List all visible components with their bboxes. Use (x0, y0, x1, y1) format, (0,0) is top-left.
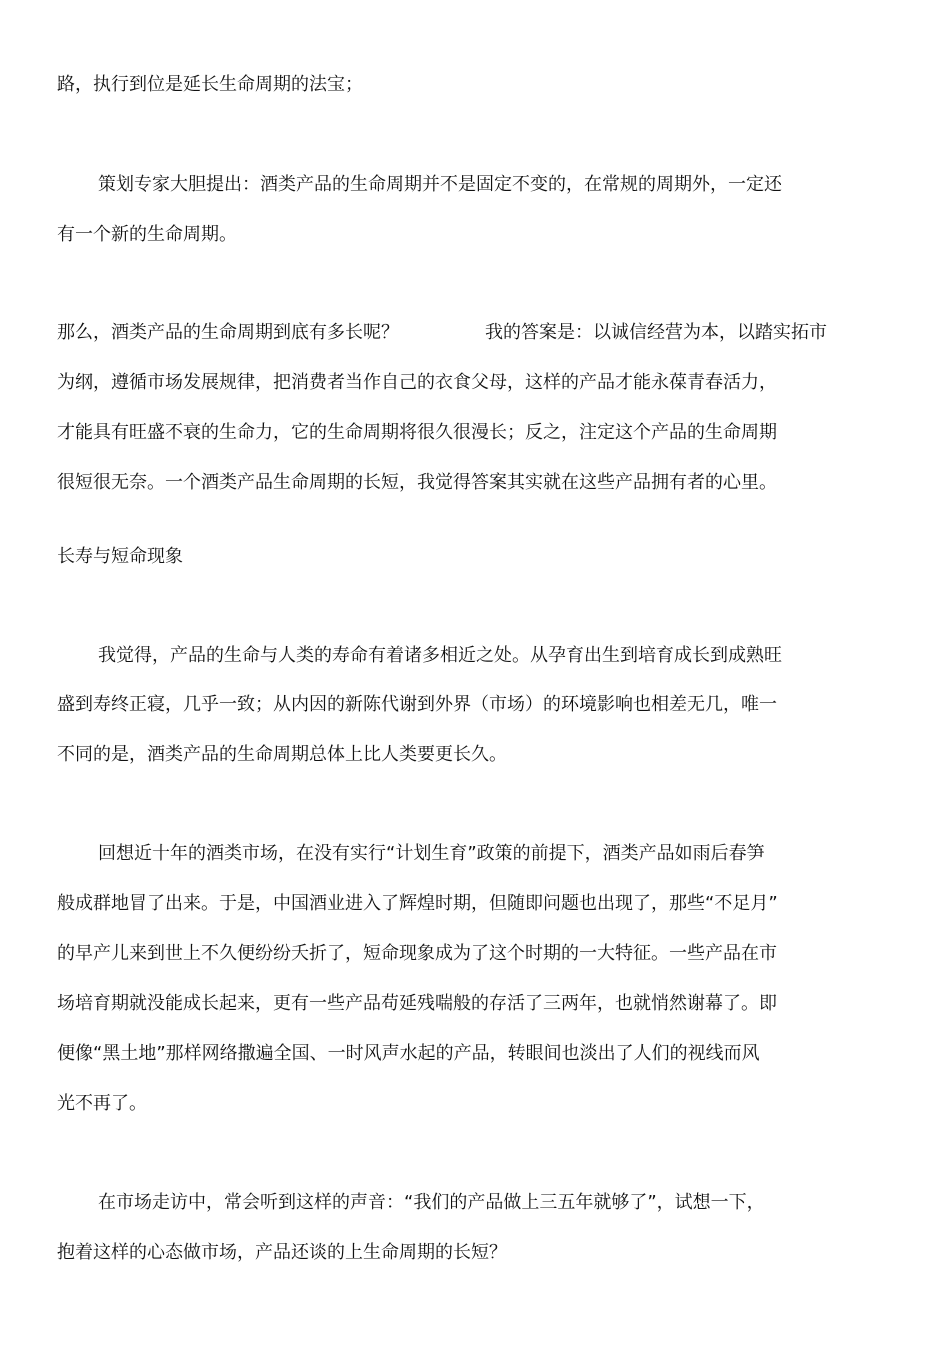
answer-text: 我的答案是：以诚信经营为本，以踏实拓市 (485, 322, 827, 343)
paragraph-6-line-2: 抱着这样的心态做市场，产品还谈的上生命周期的长短？ (57, 1242, 507, 1263)
paragraph-6-line-1: 在市场走访中，常会听到这样的声音：“我们的产品做上三五年就够了”，试想一下， (98, 1192, 765, 1213)
paragraph-5-line-1: 回想近十年的酒类市场，在没有实行“计划生育”政策的前提下，酒类产品如雨后春笋 (98, 843, 765, 864)
paragraph-2-line-2: 有一个新的生命周期。 (57, 224, 237, 245)
paragraph-3-line-3: 才能具有旺盛不衰的生命力，它的生命周期将很久很漫长；反之，注定这个产品的生命周期 (57, 422, 777, 443)
paragraph-5-line-5: 便像“黑土地”那样网络撒遍全国、一时风声水起的产品，转眼间也淡出了人们的视线而风 (57, 1043, 760, 1064)
section-heading: 长寿与短命现象 (57, 546, 183, 567)
paragraph-4-line-1: 我觉得，产品的生命与人类的寿命有着诸多相近之处。从孕育出生到培育成长到成熟旺 (98, 645, 782, 666)
paragraph-5-line-6: 光不再了。 (57, 1093, 147, 1114)
paragraph-3-line-2: 为纲，遵循市场发展规律，把消费者当作自己的衣食父母，这样的产品才能永葆青春活力， (57, 372, 777, 393)
paragraph-1-line-1: 路，执行到位是延长生命周期的法宝； (57, 74, 363, 95)
question-text: 那么，酒类产品的生命周期到底有多长呢？ (57, 322, 399, 343)
paragraph-5-line-3: 的早产儿来到世上不久便纷纷夭折了，短命现象成为了这个时期的一大特征。一些产品在市 (57, 943, 777, 964)
paragraph-4-line-2: 盛到寿终正寝，几乎一致；从内因的新陈代谢到外界（市场）的环境影响也相差无几，唯一 (57, 694, 777, 715)
paragraph-4-line-3: 不同的是，酒类产品的生命周期总体上比人类要更长久。 (57, 744, 507, 765)
paragraph-5-line-2: 般成群地冒了出来。于是，中国酒业进入了辉煌时期，但随即问题也出现了，那些“不足月” (57, 893, 778, 914)
paragraph-3-line-1 (57, 321, 827, 345)
paragraph-5-line-4: 场培育期就没能成长起来，更有一些产品苟延残喘般的存活了三两年，也就悄然谢幕了。即 (57, 993, 777, 1014)
paragraph-2-line-1: 策划专家大胆提出：酒类产品的生命周期并不是固定不变的，在常规的周期外，一定还 (98, 174, 782, 195)
paragraph-3-line-4: 很短很无奈。一个酒类产品生命周期的长短，我觉得答案其实就在这些产品拥有者的心里。 (57, 472, 777, 493)
